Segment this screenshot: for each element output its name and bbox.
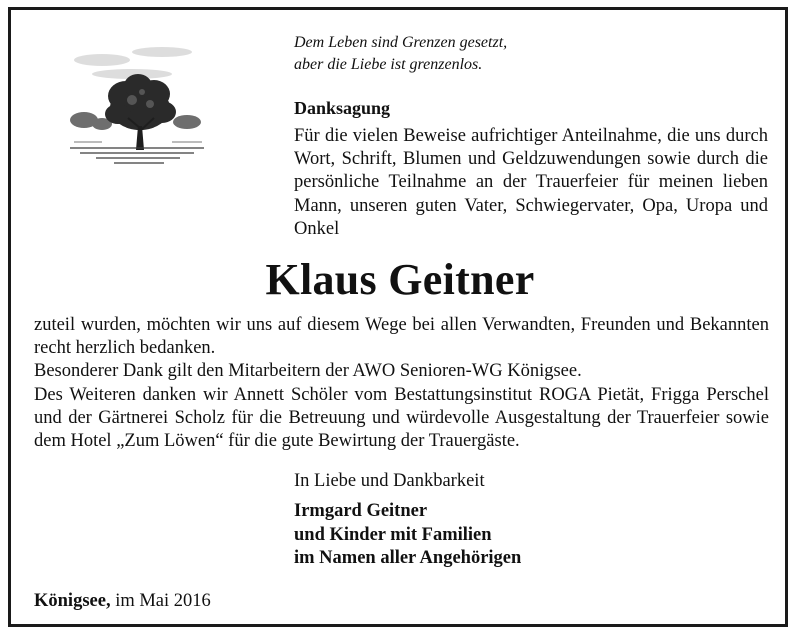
place-and-date bbox=[34, 590, 211, 613]
body-paragraph-2: Besonderer Dank gilt den Mitarbeitern der AWO Senioren-WG Königsee. bbox=[34, 361, 582, 382]
body-paragraph-1: zuteil wurden, möchten wir uns auf diesem Wege bei allen Verwandten, Freunden und Bekannten recht herzlich bedanken. bbox=[34, 315, 769, 359]
place-city: Königsee, bbox=[34, 591, 111, 611]
closing-line: In Liebe und Dankbarkeit bbox=[294, 471, 485, 491]
motto-line-2: aber die Liebe ist grenzenlos. bbox=[294, 56, 483, 73]
signer-line-1: Irmgard Geitner bbox=[294, 501, 428, 521]
body-text bbox=[34, 314, 769, 453]
place-date: im Mai 2016 bbox=[115, 591, 211, 611]
motto-line-1: Dem Leben sind Grenzen gesetzt, bbox=[294, 34, 508, 51]
body-paragraph-3: Des Weiteren danken wir Annett Schöler vom Bestattungsinstitut ROGA Pietät, Frigga Perschel und der Gärtnerei Scholz für die Betreuung und würdevolle Ausgestaltung der Trauerfeier sowie dem Hotel „Zum Löwen“ für die gute Bewirtung der Trauergäste. bbox=[34, 384, 769, 452]
motto bbox=[294, 32, 507, 76]
tree-landscape-icon bbox=[62, 30, 212, 180]
signer-line-3: im Namen aller Angehörigen bbox=[294, 548, 522, 568]
signers bbox=[294, 500, 521, 571]
deceased-name: Klaus Geitner bbox=[265, 255, 535, 304]
notice-heading: Danksagung bbox=[294, 98, 391, 118]
signer-line-2: und Kinder mit Familien bbox=[294, 524, 492, 545]
intro-text: Für die vielen Beweise aufrichtiger Anteilnahme, die uns durch Wort, Schrift, Blumen und Geldzuwendungen sowie durch die persönliche Teilnahme an der Trauerfeier für meinen lieben Mann, unseren guten Vater, Schwiegervater, Opa, Uropa und Onkel bbox=[294, 126, 768, 239]
